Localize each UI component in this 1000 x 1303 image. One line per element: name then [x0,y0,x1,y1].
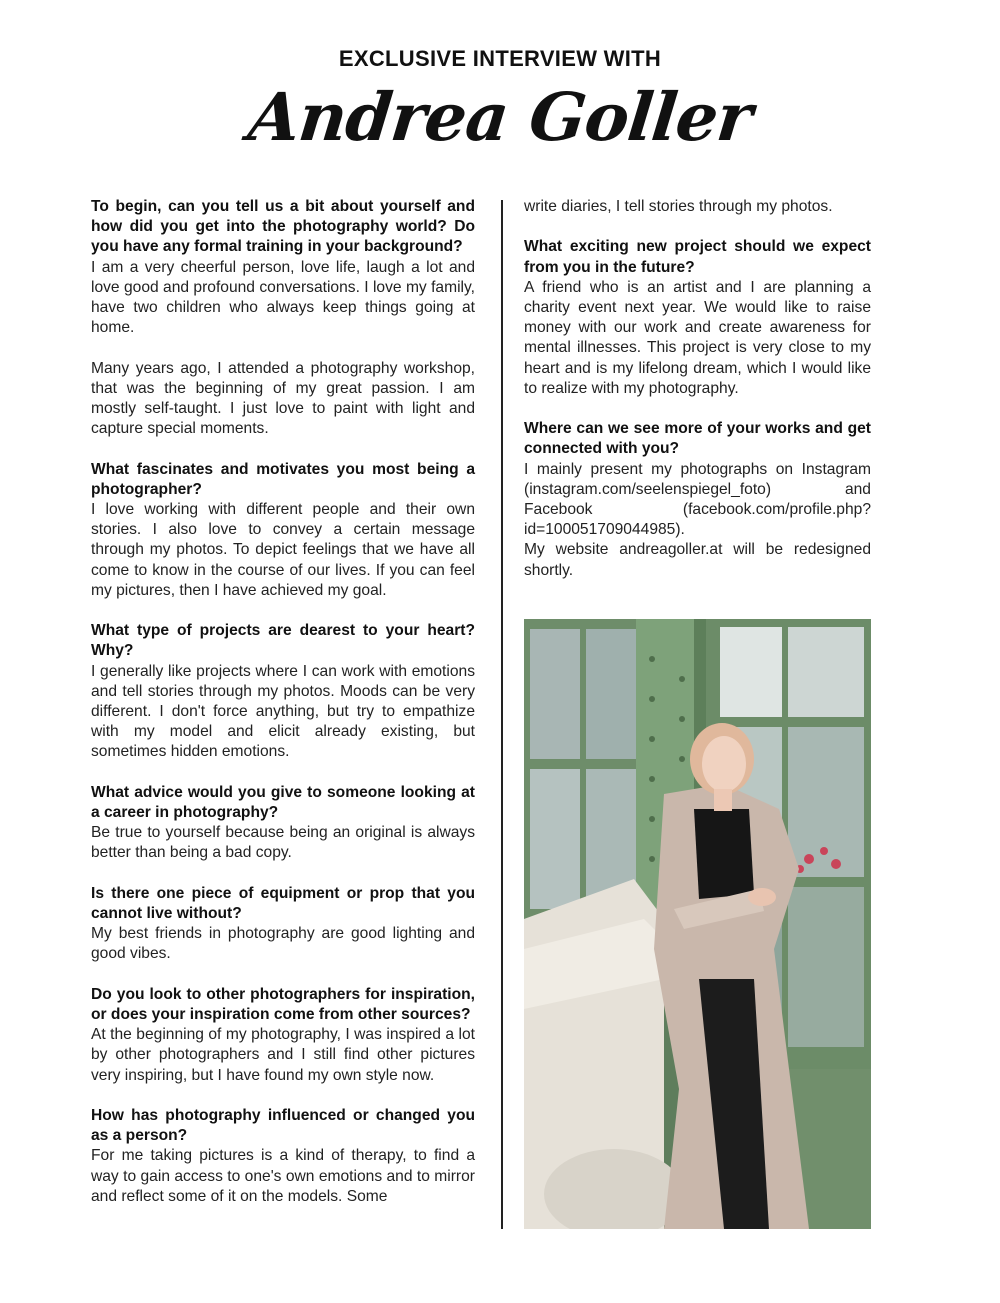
answer [91,258,475,440]
qa-block [524,237,871,399]
question: What advice would you give to someone looking at a career in photography? [91,783,475,822]
qa-block [91,460,475,601]
continued-answer: write diaries, I tell stories through my photos. [524,198,833,215]
answer: I generally like projects where I can work with emotions and tell stories through my photos. Moods can be very different. I don't force anything, but try to empathize with my model and elicit already existing, but sometimes hidden emotions. [91,662,475,761]
article-header [0,46,1000,156]
qa-block [91,1106,475,1207]
answer: For me taking pictures is a kind of therapy, to find a way to gain access to one's own emotions and to mirror and reflect some of it on the models. Some [91,1147,475,1205]
answer: My best friends in photography are good lighting and good vibes. [91,925,475,963]
qa-block [91,884,475,965]
window-pane [586,629,638,759]
interviewee-name: Andrea Goller [244,78,756,156]
answer [524,460,871,581]
black-top [694,809,754,899]
face [702,736,746,792]
qa-block [91,783,475,864]
question: How has photography influenced or changed you as a person? [91,1107,475,1145]
window-pane [720,627,782,717]
window-pane [788,887,864,1047]
answer-paragraph: I mainly present my photographs on Instagram (instagram.com/seelenspiegel_foto) and Facebook (facebook.com/profile.php?id=100051709044985). [524,460,871,539]
window-pane [530,629,580,759]
question: What type of projects are dearest to your heart? Why? [91,622,475,660]
portrait-illustration [524,619,871,1229]
answer: I love working with different people and their own stories. I also love to convey a certain message through my photos. To depict feelings that we have all come to know in the course of our lives. If you can feel my pictures, then I have achieved my goal. [91,501,475,599]
column-divider [501,200,503,1229]
window-pane [788,727,864,877]
answer: A friend who is an artist and I are planning a charity event next year. We would like to raise money with our work and create awareness for mental illnesses. This project is very close to my heart and is my lifelong dream, which I would like to realize with my photography. [524,278,871,397]
left-column [91,197,475,1227]
header-kicker: EXCLUSIVE INTERVIEW WITH [338,46,662,71]
answer: At the beginning of my photography, I was inspired a lot by other photographers and I still find other pictures very inspiring, but I have found my own style now. [91,1026,475,1084]
answer-paragraph: My website andreagoller.at will be redesigned shortly. [524,541,871,579]
hand [748,888,776,906]
window-pane [530,769,580,909]
qa-block [91,197,475,439]
question: What exciting new project should we expect from you in the future? [524,238,871,276]
right-column [524,197,871,601]
window-pane [788,627,864,717]
answer-spacer [91,338,475,358]
question: What fascinates and motivates you most being a photographer? [91,460,475,498]
question: Do you look to other photographers for inspiration, or does your inspiration come from other sources? [91,985,475,1024]
answer: Be true to yourself because being an original is always better than being a bad copy. [91,824,475,862]
question: Is there one piece of equipment or prop that you cannot live without? [91,884,475,923]
qa-block [91,985,475,1086]
portrait-photo [524,619,871,1229]
answer-paragraph: Many years ago, I attended a photography workshop, that was the beginning of my great passion. I am mostly self-taught. I just love to paint with light and capture special moments. [91,359,475,438]
question: To begin, can you tell us a bit about yourself and how did you get into the photography world? Do you have any formal training in your background? [91,198,475,256]
answer-paragraph: I am a very cheerful person, love life, laugh a lot and love good and profound conversations. I love my family, have two children who always keep things going at home. [91,258,475,337]
neck [714,789,732,811]
qa-block [91,621,475,762]
question: Where can we see more of your works and get connected with you? [524,420,871,458]
qa-block [524,419,871,581]
